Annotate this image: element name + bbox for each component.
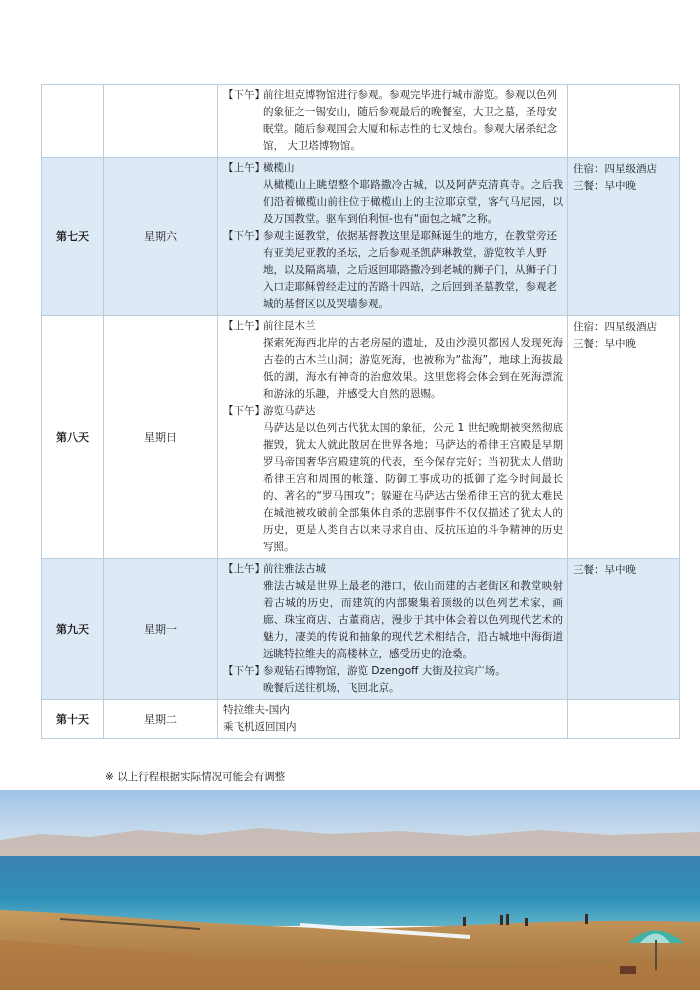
- activity-line: 特拉维夫-国内: [223, 704, 290, 716]
- weekday-cell: [104, 85, 218, 158]
- lodging-meals-cell: [568, 158, 680, 316]
- activity-segment: [223, 663, 563, 697]
- time-tag: 【下午】: [223, 89, 265, 101]
- time-tag: 【下午】: [223, 665, 265, 677]
- segment-title: 前往雅法古城: [263, 563, 326, 575]
- activity-segment: [223, 87, 563, 155]
- activity-cell: [218, 158, 568, 316]
- day-cell: 第九天: [42, 559, 104, 700]
- time-tag: 【上午】: [223, 162, 265, 174]
- segment-description: 晚餐后送往机场，飞回北京。: [263, 682, 400, 694]
- stay-line: 三餐：早中晚: [573, 564, 636, 576]
- itinerary-row: [42, 700, 680, 739]
- dead-sea-beach-photo: [0, 790, 700, 990]
- lodging-meals-cell: [568, 700, 680, 739]
- itinerary-row: [42, 158, 680, 316]
- segment-heading: [223, 160, 563, 177]
- segment-title: 前往昆木兰: [263, 320, 316, 332]
- stay-line: 住宿：四星级酒店: [573, 163, 657, 175]
- activity-line: 乘飞机返回国内: [223, 721, 297, 733]
- segment-title: 参观主诞教堂，依据基督教这里是耶稣诞生的地方，在教堂旁还有亚美尼亚教的圣坛，之后参观圣凯萨琳教堂，游览牧羊人野地，以及隔离墙，之后返回耶路撒冷到老城的狮子门，从狮子门入口走耶稣曾经走过的苦路十四站，之后回到圣墓教堂，参观老城的基督区以及哭墙参观。: [263, 230, 557, 310]
- segment-heading: [223, 87, 563, 155]
- sea: [0, 856, 700, 926]
- itinerary-note: ※ 以上行程根据实际情况可能会有调整: [105, 771, 286, 783]
- segment-title: 参观钻石博物馆，游览 Dzengoff 大街及拉宾广场。: [263, 665, 506, 677]
- stay-line: 住宿：四星级酒店: [573, 321, 657, 333]
- time-tag: 【上午】: [223, 563, 265, 575]
- segment-description: 探索死海西北岸的古老房屋的遗址，及由沙漠贝都因人发现死海古卷的古木兰山洞；游览死海，也被称为“盐海”，地球上海拔最低的湖，海水有神奇的治愈效果。这里您将会体会到在死海漂流和游泳的乐趣，并感受大自然的恩赐。: [263, 337, 563, 400]
- segment-heading: [223, 561, 563, 578]
- segment-title: 前往坦克博物馆进行参观。参观完毕进行城市游览。参观以色列的象征之一锡安山，随后参观最后的晚餐室，大卫之墓，圣母安眠堂。随后参观国会大厦和标志性的七叉烛台。参观大屠杀纪念馆， 大卫塔博物馆。: [263, 89, 557, 152]
- activity-cell: [218, 700, 568, 739]
- stay-line: 三餐：早中晚: [573, 180, 636, 192]
- lodging-meals-cell: [568, 85, 680, 158]
- activity-cell: [218, 559, 568, 700]
- itinerary-row: [42, 316, 680, 559]
- activity-cell: [218, 316, 568, 559]
- weekday-cell: 星期一: [104, 559, 218, 700]
- activity-segment: [223, 228, 563, 313]
- lodging-meals-cell: [568, 559, 680, 700]
- activity-cell: [218, 85, 568, 158]
- day-cell: 第七天: [42, 158, 104, 316]
- day-cell: 第十天: [42, 700, 104, 739]
- segment-description: 从橄榄山上眺望整个耶路撒冷古城，以及阿萨克清真寺。之后我们沿着橄榄山前往位于橄榄山上的主泣耶京堂，客气马尼园，以及万国教堂。驱车到伯利恒-也有“面包之城”之称。: [263, 179, 563, 225]
- day-cell: [42, 85, 104, 158]
- itinerary-row: [42, 85, 680, 158]
- activity-segment: [223, 160, 563, 228]
- lodging-meals-cell: [568, 316, 680, 559]
- weekday-cell: 星期二: [104, 700, 218, 739]
- stay-line: 三餐：早中晚: [573, 338, 636, 350]
- segment-description: 马萨达是以色列古代犹太国的象征，公元 1 世纪晚期被突然彻底摧毁，犹太人就此散居在世界各地；马萨达的希律王宫殿是早期罗马帝国奢华宫殿建筑的代表，至今保存完好；当初犹太人借助希律王宫和周围的帐篷、防御工事成功的抵御了迄今时间最长的、著名的“罗马围攻”；躲避在马萨达古堡希律王宫的犹太难民在城池被攻破前全部集体自杀的悲剧事件不仅仅描述了犹太人的历史，更是人类自古以来寻求自由、反抗压迫的斗争精神的历史写照。: [263, 422, 563, 553]
- segment-title: 橄榄山: [263, 162, 295, 174]
- activity-segment: [223, 403, 563, 556]
- segment-heading: [223, 403, 563, 420]
- day-cell: 第八天: [42, 316, 104, 559]
- weekday-cell: 星期六: [104, 158, 218, 316]
- itinerary-row: [42, 559, 680, 700]
- segment-title: 游览马萨达: [263, 405, 316, 417]
- time-tag: 【上午】: [223, 320, 265, 332]
- weekday-cell: 星期日: [104, 316, 218, 559]
- beach-chair: [620, 966, 636, 974]
- time-tag: 【下午】: [223, 405, 265, 417]
- activity-segment: [223, 561, 563, 663]
- segment-description: 雅法古城是世界上最老的港口，依山而建的古老街区和教堂映射着古城的历史，而建筑的内部聚集着顶级的以色列艺术家，画廊、珠宝商店、古董商店，漫步于其中体会着以色列现代艺术的魅力，凄美的传说和抽象的现代艺术相结合，沿古城地中海街道远眺特拉维夫的高楼林立，感受历史的沧桑。: [263, 580, 563, 660]
- segment-heading: [223, 318, 563, 335]
- segment-heading: [223, 228, 563, 313]
- segment-heading: [223, 663, 563, 680]
- activity-segment: [223, 318, 563, 403]
- time-tag: 【下午】: [223, 230, 265, 242]
- itinerary-table: [41, 84, 680, 739]
